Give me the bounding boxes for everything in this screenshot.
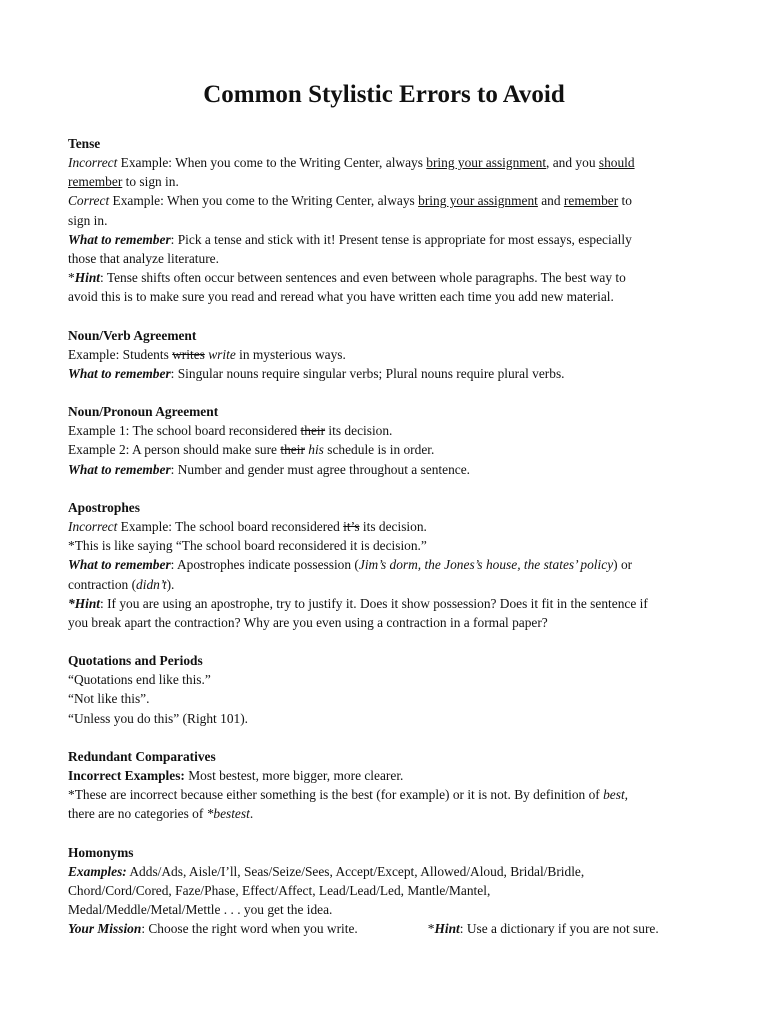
section-quotations: Quotations and Periods “Quotations end like this.” “Not like this”. “Unless you do this” (Right 101). bbox=[68, 653, 249, 726]
section-heading: Redundant Comparatives bbox=[68, 748, 216, 764]
tense-incorrect-line: Incorrect Example: When you come to the Writing Center, always bring your assignment, and you should bbox=[68, 155, 635, 171]
noun-verb-example-line: Example: Students writes write in mysterious ways. bbox=[68, 346, 346, 362]
section-heading: Homonyms bbox=[68, 844, 134, 860]
document-body bbox=[68, 134, 708, 958]
section-heading: Noun/Verb Agreement bbox=[68, 327, 197, 343]
section-noun-pronoun: Noun/Pronoun Agreement Example 1: The school board reconsidered their its decision. Example 2: A person should make sure their his schedule is in order. What to remember: Number and gender must agree throughout a sentence. bbox=[68, 404, 470, 477]
section-noun-verb: Noun/Verb Agreement Example: Students writes write in mysterious ways. What to remember: Singular nouns require singular verbs; Plural nouns require plural verbs. bbox=[68, 326, 708, 383]
section-homonyms: Homonyms Examples: Adds/Ads, Aisle/I’ll, Seas/Seize/Sees, Accept/Except, Allowed/Aloud, Bridal/Bridle, Chord/Cord/Cored, Faze/Phase, Effect/Affect, Lead/Lead/Led, Mantle/Mantel, Medal/Meddle/Metal/Mettle . . . you get the idea. Your Mission: Choose the right word when you write. *Hint: Use a dictionary if you are not sure. bbox=[68, 843, 708, 939]
section-heading: Apostrophes bbox=[68, 499, 140, 515]
tense-correct-line: Correct Example: When you come to the Writing Center, always bring your assignment and remember to bbox=[68, 193, 632, 209]
page-title: Common Stylistic Errors to Avoid bbox=[203, 81, 565, 108]
section-heading: Noun/Pronoun Agreement bbox=[68, 404, 219, 420]
section-apostrophes: Apostrophes Incorrect Example: The school board reconsidered it’s its decision. *This is like saying “The school board reconsidered it is decision.” What to remember: Apostrophes indicate possession (Jim’s dorm, the Jones’s house, the states’ policy) or contraction (didn’t). *Hint: If you are using an apostrophe, try to justify it. Does it show possession? Does it fit in the sentence if you break apart the contraction? Why are you even using a contraction in a formal paper? bbox=[68, 499, 648, 630]
section-redundant-comparatives: Redundant Comparatives Incorrect Examples: Most bestest, more bigger, more clearer. *These are incorrect because either something is the best (for example) or it is not. By definition of best, there are no categories of *bestest. bbox=[68, 748, 629, 822]
section-heading: Quotations and Periods bbox=[68, 653, 203, 669]
tense-hint-line: *Hint: Tense shifts often occur between sentences and even between whole paragraphs. The best way to bbox=[68, 270, 626, 286]
section-heading: Tense bbox=[68, 136, 101, 151]
section-tense: Tense Incorrect Example: When you come to the Writing Center, always bring your assignment, and you should remember to sign in. Correct Example: When you come to the Writing Center, always bring your assignment and remember to sign in. What to remember: Pick a tense and stick with it! Present tense is appropriate for most essays, especially those that analyze literature. *Hint: Tense shifts often occur between sentences and even between whole paragraphs. The best way to avoid this is to make sure you read and reread what you have written each time you add new material. bbox=[68, 134, 708, 306]
tense-remember-line: What to remember: Pick a tense and stick with it! Present tense is appropriate for most essays, especially bbox=[68, 231, 632, 247]
homonyms-mission-line: Your Mission: Choose the right word when you write. *Hint: Use a dictionary if you are not sure. bbox=[68, 921, 659, 937]
